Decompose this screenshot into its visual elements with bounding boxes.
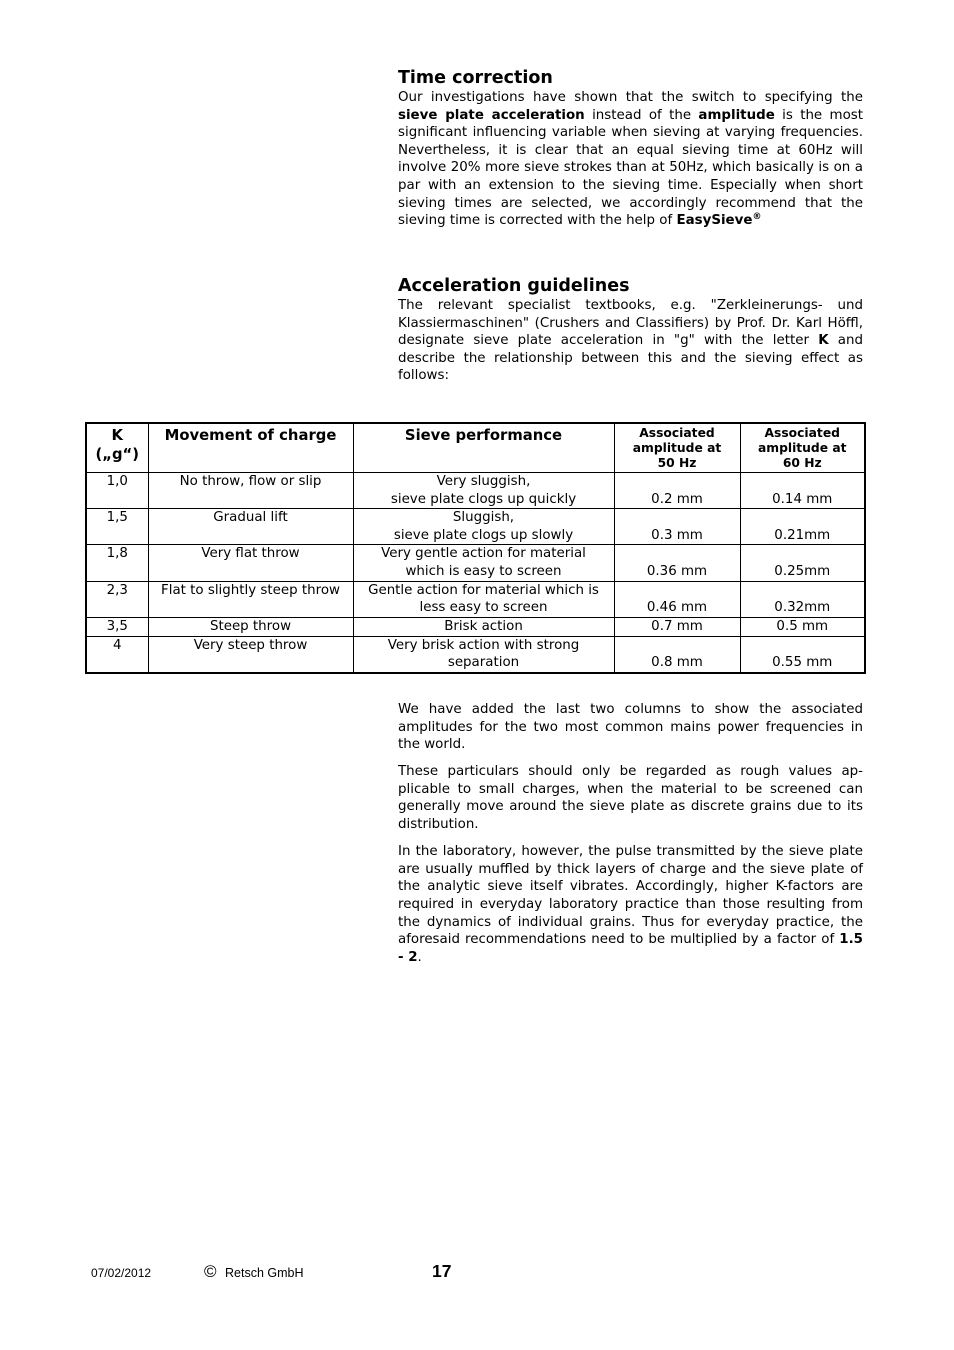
header-amp-50hz: Associated amplitude at 50 Hz — [614, 423, 740, 473]
cell-performance: Very brisk action with strong separation — [353, 636, 614, 673]
time-correction-paragraph — [398, 89, 863, 230]
header-movement: Movement of charge — [148, 423, 353, 473]
table-header-row — [86, 423, 865, 473]
bold-letter-k: K — [818, 333, 829, 349]
table-row — [86, 636, 865, 673]
cell-performance: Very gentle action for material which is easy to screen — [353, 545, 614, 581]
notes-paragraph-2: These particulars should only be regarded as rough values applicable to small charges, when the material to be screened can generally move around the sieve plate as discrete grains due to its distribution. — [398, 764, 863, 833]
registered-mark: ® — [752, 212, 762, 223]
footer-date: 07/02/2012 — [91, 1266, 152, 1280]
header-amp-60hz: Associated amplitude at 60 Hz — [740, 423, 865, 473]
text-run: . — [417, 949, 422, 965]
cell-amp-50hz: 0.7 mm — [614, 617, 740, 636]
cell-amp-60hz: 0.5 mm — [740, 617, 865, 636]
text-run: and describe the relationship between this and the sieving effect as follows: — [398, 333, 864, 384]
text-run: In the laboratory, however, the pulse transmitted by the sieve plate are usually muffled by thick layers of charge and the sieve plate of the analytic sieve itself vibrates. Accordingly, higher K-factors are required in everyday laboratory practice than those resulting from the dynamics of individual grains. Thus for everyday practice, the aforesaid recommendations need to be multiplied by a factor of — [398, 844, 863, 948]
acceleration-paragraph — [398, 297, 863, 385]
cell-performance: Gentle action for material which is less easy to screen — [353, 581, 614, 617]
product-name-easysieve: EasySieve — [676, 213, 753, 229]
cell-amp-60hz: 0.25mm — [740, 545, 865, 581]
cell-movement: Very steep throw — [148, 636, 353, 673]
table-row — [86, 545, 865, 581]
cell-amp-60hz: 0.32mm — [740, 581, 865, 617]
cell-amp-60hz: 0.55 mm — [740, 636, 865, 673]
cell-amp-50hz: 0.36 mm — [614, 545, 740, 581]
cell-amp-50hz: 0.2 mm — [614, 473, 740, 509]
bold-factor-range: 1.5 - 2 — [398, 932, 863, 965]
text-run: instead of the — [584, 107, 699, 123]
acceleration-guidelines-heading: Acceleration guidelines — [398, 276, 630, 296]
cell-performance: Sluggish, sieve plate clogs up slowly — [353, 509, 614, 545]
cell-amp-50hz: 0.3 mm — [614, 509, 740, 545]
notes-paragraph-3 — [398, 843, 863, 966]
table-row — [86, 473, 865, 509]
time-correction-section — [398, 68, 863, 230]
text-run: is the most significant influencing variable when sieving at varying frequencies. Nevertheless, it is clear that an equal sieving time at 60Hz will involve 20% more sieve strokes than at 50Hz, which basically is on a par with an extension to the sieving time. Especially when short sieving times are selected, we accordingly recommend that the sieving time is corrected with the help of — [398, 107, 863, 229]
cell-movement: Steep throw — [148, 617, 353, 636]
notes-section — [398, 701, 863, 976]
header-performance: Sieve performance — [353, 423, 614, 473]
footer-company: Retsch GmbH — [225, 1266, 304, 1280]
cell-k: 1,5 — [86, 509, 148, 545]
cell-movement: No throw, flow or slip — [148, 473, 353, 509]
bold-term-amplitude: amplitude — [698, 107, 775, 123]
acceleration-guidelines-section — [398, 276, 863, 385]
k-factor-table — [85, 422, 866, 674]
notes-paragraph-1: We have added the last two columns to show the associated amplitudes for the two most common mains power frequencies in the world. — [398, 702, 863, 753]
cell-k: 2,3 — [86, 581, 148, 617]
bold-term-acceleration: sieve plate acceleration — [398, 107, 585, 123]
cell-k: 4 — [86, 636, 148, 673]
cell-k: 1,8 — [86, 545, 148, 581]
cell-movement: Very flat throw — [148, 545, 353, 581]
cell-amp-60hz: 0.21mm — [740, 509, 865, 545]
copyright-icon: © — [204, 1262, 217, 1281]
cell-performance: Very sluggish, sieve plate clogs up quickly — [353, 473, 614, 509]
text-run: The relevant specialist textbooks, e.g. "Zerkleinerungs- und Klassiermaschinen" (Crushers and Classifiers) by Prof. Dr. Karl Höffl, designate sieve plate acceleration in "g" with the letter — [398, 298, 863, 349]
cell-amp-50hz: 0.8 mm — [614, 636, 740, 673]
cell-movement: Flat to slightly steep throw — [148, 581, 353, 617]
cell-k: 1,0 — [86, 473, 148, 509]
table-row — [86, 617, 865, 636]
text-run: Our investigations have shown that the switch to specifying the — [398, 90, 863, 105]
table-row — [86, 581, 865, 617]
cell-amp-60hz: 0.14 mm — [740, 473, 865, 509]
cell-movement: Gradual lift — [148, 509, 353, 545]
time-correction-heading: Time correction — [398, 68, 553, 88]
cell-performance: Brisk action — [353, 617, 614, 636]
page-number: 17 — [432, 1261, 452, 1281]
cell-k: 3,5 — [86, 617, 148, 636]
table-row — [86, 509, 865, 545]
header-k: K („g“) — [86, 423, 148, 473]
cell-amp-50hz: 0.46 mm — [614, 581, 740, 617]
